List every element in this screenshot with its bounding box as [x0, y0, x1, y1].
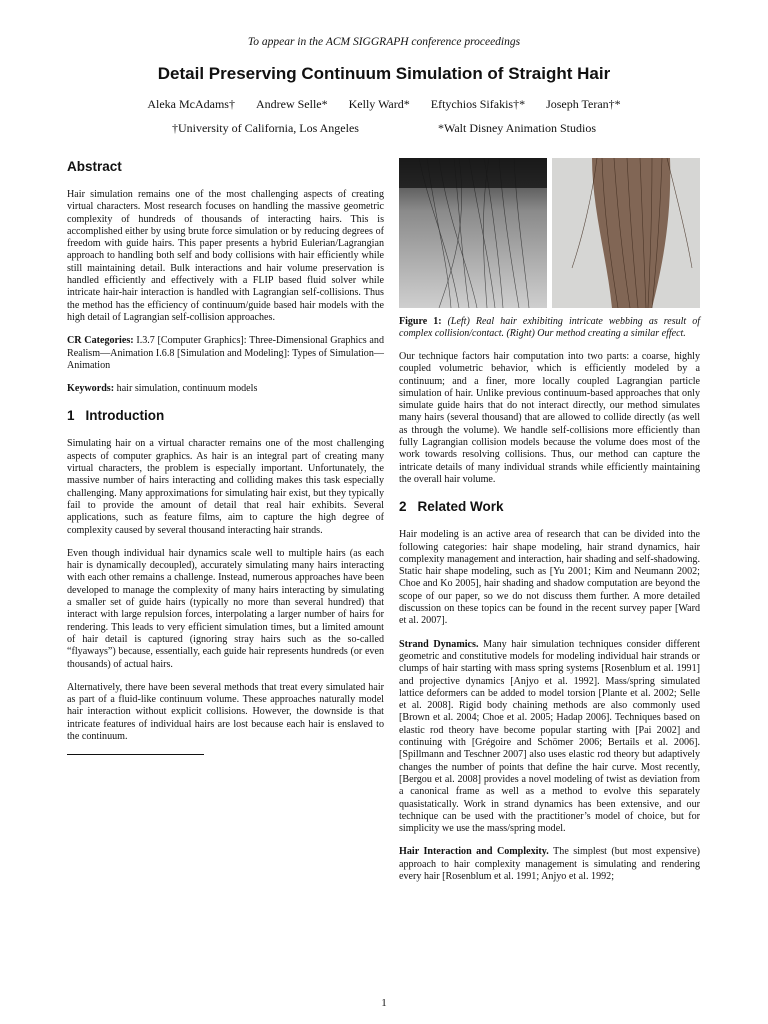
section-title: Introduction	[85, 408, 165, 424]
keywords-text: hair simulation, continuum models	[116, 383, 258, 395]
abstract-paragraph: Hair simulation remains one of the most challenging aspects of creating virtual characters. Most research focuses on handling the massive geometric complexity of hundreds of thousands of interacting hairs. This is accomplished either by using brute force simulation or by reducing degrees of freedom with guide hairs. This paper presents a hybrid Eulerian/Lagrangian approach to handling both self and body collisions with hair efficiently while still maintaining detail. Bulk interactions and hair volume preservation is handled efficiently and effectively with a FLIP based fluid solver while intricate hair-hair interaction is handled with Lagrangian self-collisions. Thus the method has the efficiency of continuum/guide based hair models with the high detail of Lagrangian self-collision approaches.	[67, 189, 384, 323]
cr-categories-text: I.3.7 [Computer Graphics]: Three-Dimensional Graphics and Realism—Animation I.6.8 [Simulation and Modeling]: Types of Simulation—Animation	[67, 335, 384, 371]
intro-paragraph: Even though individual hair dynamics scale well to multiple hairs (as each hair is dynamically decoupled), accurately simulating many hairs interacting with each other remains a challenge. Instead, numerous approaches have been developed to manage the complexity of many hairs interacting by simulating a smaller set of guide hairs (typically no more than several hundred) that interact with large repulsion forces, interpolating a larger number of hairs for rendering. This leads to very efficient simulation times, but a limited amount of hair detail is captured (ignoring stray hairs such as the so-called “flyaways”) because, essentially, each guide hair represents hundreds (or even thousands) of actual hairs.	[67, 547, 384, 670]
hair-interaction-text: The simplest (but most expensive) approach to hair complexity management is simulating and rendering every hair [Rosenblum et al. 1991; Anjyo et al. 1992;	[399, 846, 701, 882]
conference-header: To appear in the ACM SIGGRAPH conference proceedings	[247, 36, 521, 48]
figure-label: Figure 1:	[399, 316, 442, 327]
real-hair-photo	[399, 158, 547, 308]
author: Aleka McAdams†	[147, 97, 235, 111]
simulated-hair-render	[552, 158, 700, 308]
author-list	[0, 97, 768, 112]
left-column	[67, 158, 384, 755]
figure-1	[399, 158, 700, 308]
section-number: 2	[399, 499, 407, 515]
keywords	[67, 383, 384, 395]
intro-paragraph: Simulating hair on a virtual character remains one of the most challenging aspects of computer graphics. As hair is an integral part of creating many virtual characters, the problem is especially important. Unfortunately, the massive number of hairs interacting and colliding makes this task especially challenging. Many approximations for simulating hair exist, but they typically fail to provide the amount of detail that real hair exhibits. Several applications, such as feature films, aim to capture the high degree of complexity caused by several thousand interacting hair strands.	[67, 438, 384, 536]
author: Joseph Teran†*	[546, 97, 621, 111]
introduction-heading	[67, 407, 384, 425]
figure-caption	[399, 316, 700, 340]
paper-title: Detail Preserving Continuum Simulation of Straight Hair	[157, 64, 611, 83]
figure-caption-text: (Left) Real hair exhibiting intricate webbing as result of complex collision/contact. (Right) Our method creating a similar effect.	[399, 316, 700, 339]
intro-paragraph: Alternatively, there have been several methods that treat every simulated hair as part of a fluid-like continuum volume. These approaches naturally model hair interaction without explicit collisions. However, the downside is that intricate features of individual hairs are lost because each hair is enslaved to the continuum.	[67, 681, 384, 742]
affiliation-list	[0, 121, 768, 136]
affiliation: †University of California, Los Angeles	[171, 121, 359, 135]
cr-categories	[67, 335, 384, 372]
section-title: Related Work	[417, 499, 504, 515]
strand-dynamics-label: Strand Dynamics.	[399, 638, 479, 650]
author: Kelly Ward*	[348, 97, 410, 111]
strand-dynamics-text: Many hair simulation techniques consider different geometric and constitutive models for modeling individual hair strands or clumps of hair starting with mass spring systems [Rosenblum et al. 1991] and projective dynamics [Anjyo et al. 1992]. Mass/spring simulated lattice deformers can be added to model torsion [Plante et al. 2002; Selle et al. 2008]. Rigid body chaining methods are also commonly used [Brown et al. 2004; Choe et al. 2005; Hadap 2006]. Techniques based on elastic rod theory have become popular starting with [Pai 2002] and continuing with [Grégoire and Schömer 2006; Bertails et al. 2006]. [Spillmann and Teschner 2007] also uses elastic rod theory but adaptively changes the number of points that define the hair curve. Most recently, [Bergou et al. 2008] provides a novel modeling of twist as deviation from a canonical frame as well as a method to evolve this separately quasistatically. Work in strand dynamics has been extensive, and our technique can be used with the practitioner’s model of choice, but for simplicity we use the mass/spring model.	[399, 638, 700, 835]
related-work-heading	[399, 498, 700, 516]
author: Andrew Selle*	[255, 97, 328, 111]
footnote-rule	[67, 754, 204, 755]
body-paragraph: Our technique factors hair computation into two parts: a coarse, highly coupled volumetric behavior, which is efficiently modeled by a continuum; and a finer, more locally coupled Lagrangian particle simulation of hair. Unlike previous continuum-based approaches that only simulate guide hairs that do not interact directly, our method simulates many hairs (several thousand) that are allowed to collide directly (as well as through the volume). We handle self-collisions more efficiently than fully Lagrangian collision models because the volume does most of the work towards resolving collisions. Thus, our method can capture the intricate details of many individual strands while efficiently maintaining the overall hair volume.	[399, 351, 700, 485]
strand-dynamics-paragraph	[399, 639, 700, 836]
hair-interaction-paragraph	[399, 846, 700, 883]
section-number: 1	[67, 408, 75, 424]
cr-categories-label: CR Categories:	[67, 335, 134, 347]
abstract-heading: Abstract	[67, 159, 122, 174]
hair-interaction-label: Hair Interaction and Complexity.	[399, 846, 549, 858]
right-column	[399, 158, 700, 894]
related-work-paragraph: Hair modeling is an active area of research that can be divided into the following categories: hair shape modeling, hair strand dynamics, hair complexity management and interaction, hair shading and self-shadowing. Static hair shape modeling, such as [Yu 2001; Kim and Neumann 2002; Choe and Ko 2005], hair shading and shadow computation are beyond the scope of our paper, so we do not discuss them further. A more detailed discussion on these topics can be found in the recent survey paper [Ward et al. 2007].	[399, 529, 700, 627]
keywords-label: Keywords:	[67, 383, 115, 395]
author: Eftychios Sifakis†*	[430, 97, 526, 111]
affiliation: *Walt Disney Animation Studios	[437, 121, 596, 135]
page-number: 1	[381, 997, 387, 1009]
